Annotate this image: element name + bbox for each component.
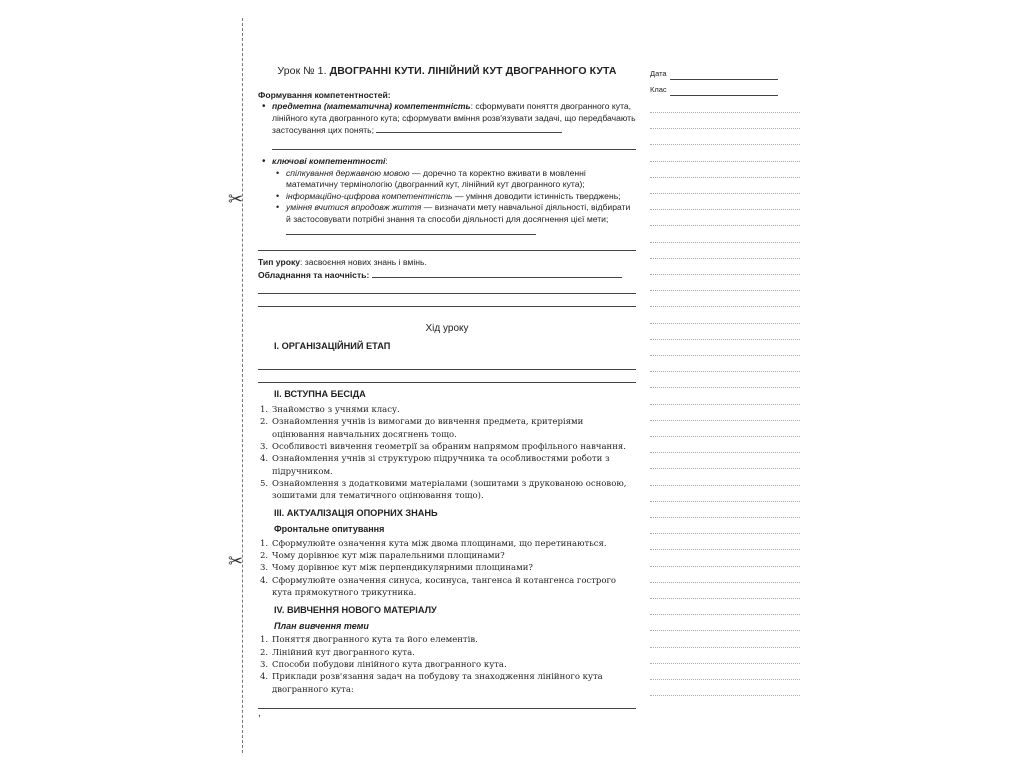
notes-sidebar <box>650 66 800 698</box>
frontal-survey-heading: Фронтальне опитування <box>274 524 385 535</box>
class-field[interactable] <box>650 82 800 98</box>
note-line <box>650 614 800 615</box>
note-line <box>650 436 800 437</box>
note-line <box>650 582 800 583</box>
key-competences-list <box>258 168 636 239</box>
note-line <box>650 663 800 664</box>
note-line <box>650 533 800 534</box>
competencies-heading: Формування компетентностей: <box>258 89 391 100</box>
note-line <box>650 679 800 680</box>
note-line <box>650 290 800 291</box>
note-line <box>650 420 800 421</box>
note-line <box>650 404 800 405</box>
list-item: 4. Сформулюйте означення синуса, косинуса, тангенса й котангенса гострого кута прямокутного трикутника. <box>260 575 617 598</box>
fill-line <box>258 281 636 294</box>
key-competences: • ключові компетентності: • спілкування державною мовою — доречно та коректно вживати в мовленні математичну термінологію (двогранний кут, лінійний кут двогранного кута); • інформаційно-цифрова компетентність — уміння доводити істинність тверджень; • уміння вчитися впродовж життя — визначати мету навчальної діяльності, відбирати й застосовувати потрібні знання та способи діяльності для досягнення цієї мети; <box>258 156 636 251</box>
note-line <box>650 274 800 275</box>
list-item: 1. Сформулюйте означення кута між двома площинами, що перетинаються. <box>260 538 607 549</box>
list-item: 3. Особливості вивчення геометрії за обраним напрямом профільного навчання. <box>260 441 626 452</box>
list-item: 4. Приклади розв'язання задач на побудову та знаходження лінійного кута двогранного кута: <box>260 672 603 695</box>
note-line <box>650 501 800 502</box>
section-intro-talk: ІІ. ВСТУПНА БЕСІДА <box>274 388 366 399</box>
note-line <box>650 128 800 129</box>
fill-line <box>258 370 636 383</box>
date-label: Дата <box>650 69 667 78</box>
list-item: 3. Способи побудови лінійного кута двогранного кута. <box>260 659 507 670</box>
list-item: 4. Ознайомлення учнів зі структурою підручника та особливостями роботи з підручником. <box>260 454 610 477</box>
lesson-title: ДВОГРАННІ КУТИ. ЛІНІЙНИЙ КУТ ДВОГРАННОГО КУТА <box>329 65 617 77</box>
note-line <box>650 323 800 324</box>
competencies-list <box>258 101 636 251</box>
class-label: Клас <box>650 85 667 94</box>
note-line <box>650 258 800 259</box>
study-plan-list <box>258 634 636 695</box>
fill-line <box>258 696 636 709</box>
note-line <box>650 468 800 469</box>
note-line <box>650 355 800 356</box>
note-line <box>650 517 800 518</box>
section-new-material: IV. ВИВЧЕННЯ НОВОГО МАТЕРІАЛУ <box>274 605 437 616</box>
fill-line <box>376 124 562 133</box>
list-item: 1. Знайомство з учнями класу. <box>260 405 400 416</box>
note-line <box>650 598 800 599</box>
key-competence-item: • спілкування державною мовою — доречно та коректно вживати в мовленні математичну термінологію (двогранний кут, лінійний кут двогранного кута); <box>258 168 636 191</box>
note-line <box>650 630 800 631</box>
fill-line <box>286 226 536 235</box>
fill-line <box>372 269 622 278</box>
notes-lines <box>650 98 800 698</box>
list-item: 3. Чому дорівнює кут між перпендикулярними площинами? <box>260 563 533 574</box>
note-line <box>650 485 800 486</box>
note-line <box>650 695 800 696</box>
section-actualization: ІІІ. АКТУАЛІЗАЦІЯ ОПОРНИХ ЗНАНЬ <box>274 508 438 519</box>
key-competence-item: • інформаційно-цифрова компетентність — уміння доводити істинність тверджень; <box>258 191 636 203</box>
note-line <box>650 193 800 194</box>
intro-talk-list <box>258 404 636 502</box>
note-line <box>650 306 800 307</box>
list-item: 2. Чому дорівнює кут між паралельними площинами? <box>260 550 505 561</box>
lesson-type: Тип уроку: засвоєння нових знань і вмінь. <box>258 257 427 268</box>
note-line <box>650 339 800 340</box>
list-item: 1. Поняття двогранного кута та його елементів. <box>260 635 478 646</box>
section-organizational: І. ОРГАНІЗАЦІЙНИЙ ЕТАП <box>274 340 391 351</box>
list-item: 2. Лінійний кут двогранного кута. <box>260 647 415 658</box>
scissors-icon: ✂ <box>228 189 244 209</box>
note-line <box>650 549 800 550</box>
note-line <box>650 647 800 648</box>
fill-line <box>258 294 636 307</box>
lesson-plan <box>258 62 636 709</box>
cut-line <box>242 18 243 753</box>
study-plan-heading: План вивчення теми <box>274 620 369 631</box>
fill-line <box>272 137 636 150</box>
lesson-equipment: Обладнання та наочність: <box>258 269 636 282</box>
key-competence-item: • уміння вчитися впродовж життя — визначати мету навчальної діяльності, відбирати й застосовувати потрібні знання та способи діяльності для досягнення цієї мети; <box>258 202 636 238</box>
scissors-icon: ✂ <box>228 551 244 571</box>
page-title <box>258 66 636 78</box>
subject-competence: • предметна (математична) компетентність: сформувати поняття двогранного кута, лінійного кута двогранного кута; сформувати вміння розв'язувати задачі, що передбачають застосування цих понять; <box>258 101 636 150</box>
note-line <box>650 225 800 226</box>
note-line <box>650 371 800 372</box>
class-line <box>670 95 778 96</box>
progress-heading: Хід уроку <box>425 323 469 335</box>
fill-line <box>258 357 636 370</box>
note-line <box>650 112 800 113</box>
footer-mark: , <box>258 708 261 719</box>
note-line <box>650 161 800 162</box>
list-item: 2. Ознайомлення учнів із вимогами до вивчення предмета, критеріями оцінювання навчальних досягнень тощо. <box>260 417 584 440</box>
note-line <box>650 387 800 388</box>
note-line <box>650 209 800 210</box>
fill-line <box>258 238 636 251</box>
note-line <box>650 452 800 453</box>
list-item: 5. Ознайомлення з додатковими матеріалами (зошитами з друкованою основою, зошитами для тематичного оцінювання тощо). <box>260 478 627 502</box>
date-field[interactable] <box>650 66 800 82</box>
note-line <box>650 144 800 145</box>
lesson-number: Урок № 1. <box>277 65 327 77</box>
survey-list <box>258 538 636 599</box>
note-line <box>650 566 800 567</box>
note-line <box>650 242 800 243</box>
date-line <box>670 79 778 80</box>
note-line <box>650 177 800 178</box>
